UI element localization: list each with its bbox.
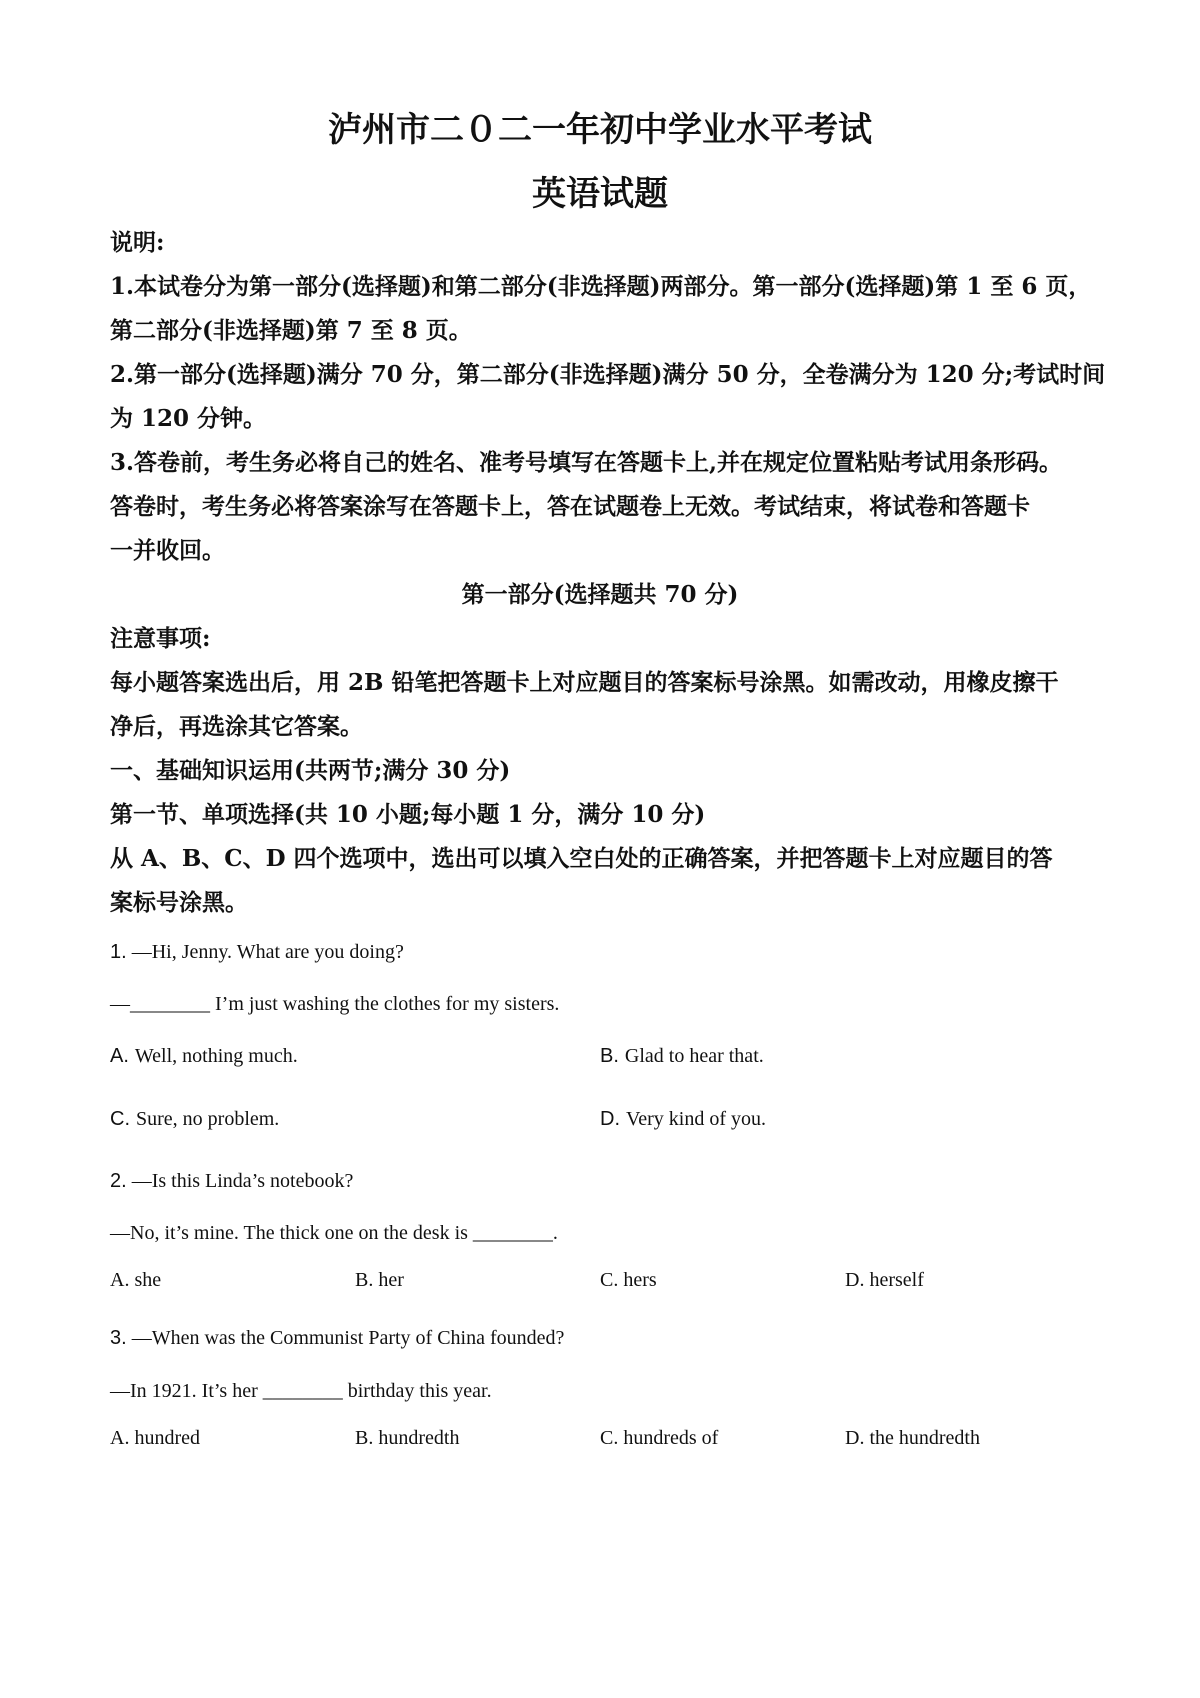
option-letter: A. [110, 1045, 129, 1067]
option-letter: D. [845, 1427, 865, 1449]
question-number: 2. [110, 1170, 127, 1192]
exam-title: 泸州市二０二一年初中学业水平考试 [328, 110, 872, 150]
question-1-option-c[interactable] [110, 1106, 279, 1132]
question-text: —When was the Communist Party of China founded? [131, 1327, 565, 1349]
question-3-option-b[interactable] [355, 1425, 459, 1451]
question-1-option-b[interactable] [600, 1043, 764, 1069]
option-text: Very kind of you. [626, 1108, 766, 1130]
section-heading: 一、基础知识运用(共两节;满分 30 分) [110, 757, 511, 784]
question-2-option-b[interactable] [355, 1267, 404, 1293]
question-1-option-a[interactable] [110, 1043, 298, 1069]
instruction-line: 1.本试卷分为第一部分(选择题)和第二部分(非选择题)两部分。第一部分(选择题)第 1 至 6 页， [110, 273, 1092, 300]
notice-line: 净后，再选涂其它答案。 [110, 713, 363, 740]
option-text: the hundredth [869, 1427, 980, 1449]
instruction-line: 2.第一部分(选择题)满分 70 分，第二部分(非选择题)满分 50 分，全卷满分为 120 分;考试时间 [110, 361, 1106, 388]
instructions-heading: 说明: [110, 229, 165, 256]
option-text: Well, nothing much. [134, 1045, 298, 1067]
question-3-option-c[interactable] [600, 1425, 718, 1451]
option-text: hundreds of [623, 1427, 719, 1449]
part1-heading: 第一部分(选择题共 70 分) [461, 581, 739, 608]
question-2-option-a[interactable] [110, 1267, 161, 1293]
question-2-response: —No, it’s mine. The thick one on the desk is ________. [110, 1222, 558, 1244]
subsection-heading: 第一节、单项选择(共 10 小题;每小题 1 分，满分 10 分) [110, 801, 706, 828]
question-3-option-a[interactable] [110, 1425, 200, 1451]
option-letter: B. [355, 1427, 374, 1449]
option-letter: A. [110, 1269, 130, 1291]
question-2-prompt [110, 1168, 353, 1194]
instruction-line: 第二部分(非选择题)第 7 至 8 页。 [110, 317, 472, 344]
option-letter: B. [355, 1269, 374, 1291]
question-1-prompt [110, 939, 404, 965]
directions-line: 案标号涂黑。 [110, 889, 248, 916]
instruction-line: 3.答卷前，考生务必将自己的姓名、准考号填写在答题卡上,并在规定位置粘贴考试用条形码。 [110, 449, 1063, 476]
option-text: Glad to hear that. [624, 1045, 764, 1067]
option-text: hundred [134, 1427, 200, 1449]
question-3-response: —In 1921. It’s her ________ birthday this year. [110, 1380, 492, 1402]
option-letter: C. [600, 1427, 619, 1449]
question-1-response: —________ I’m just washing the clothes for my sisters. [110, 993, 560, 1015]
option-text: Sure, no problem. [136, 1108, 280, 1130]
option-text: hundredth [378, 1427, 460, 1449]
exam-subtitle: 英语试题 [532, 174, 668, 214]
option-letter: D. [845, 1269, 865, 1291]
option-text: she [134, 1269, 162, 1291]
option-letter: A. [110, 1427, 130, 1449]
option-letter: D. [600, 1108, 620, 1130]
notice-heading: 注意事项: [110, 625, 211, 652]
instruction-line: 一并收回。 [110, 537, 225, 564]
question-number: 1. [110, 941, 127, 963]
question-3-option-d[interactable] [845, 1425, 980, 1451]
option-letter: C. [110, 1108, 130, 1130]
instruction-line: 答卷时，考生务必将答案涂写在答题卡上，答在试题卷上无效。考试结束，将试卷和答题卡 [110, 493, 1030, 520]
question-text: —Is this Linda’s notebook? [131, 1170, 354, 1192]
option-text: herself [869, 1269, 924, 1291]
option-letter: B. [600, 1045, 619, 1067]
instruction-line: 为 120 分钟。 [110, 405, 267, 432]
notice-line: 每小题答案选出后，用 2B 铅笔把答题卡上对应题目的答案标号涂黑。如需改动，用橡皮擦干 [110, 669, 1059, 696]
directions-line: 从 A、B、C、D 四个选项中，选出可以填入空白处的正确答案，并把答题卡上对应题目的答 [110, 845, 1053, 872]
question-1-option-d[interactable] [600, 1106, 766, 1132]
question-text: —Hi, Jenny. What are you doing? [131, 941, 404, 963]
question-2-option-c[interactable] [600, 1267, 657, 1293]
question-3-prompt [110, 1325, 564, 1351]
option-letter: C. [600, 1269, 619, 1291]
option-text: her [378, 1269, 404, 1291]
option-text: hers [623, 1269, 657, 1291]
question-number: 3. [110, 1327, 127, 1349]
question-2-option-d[interactable] [845, 1267, 924, 1293]
